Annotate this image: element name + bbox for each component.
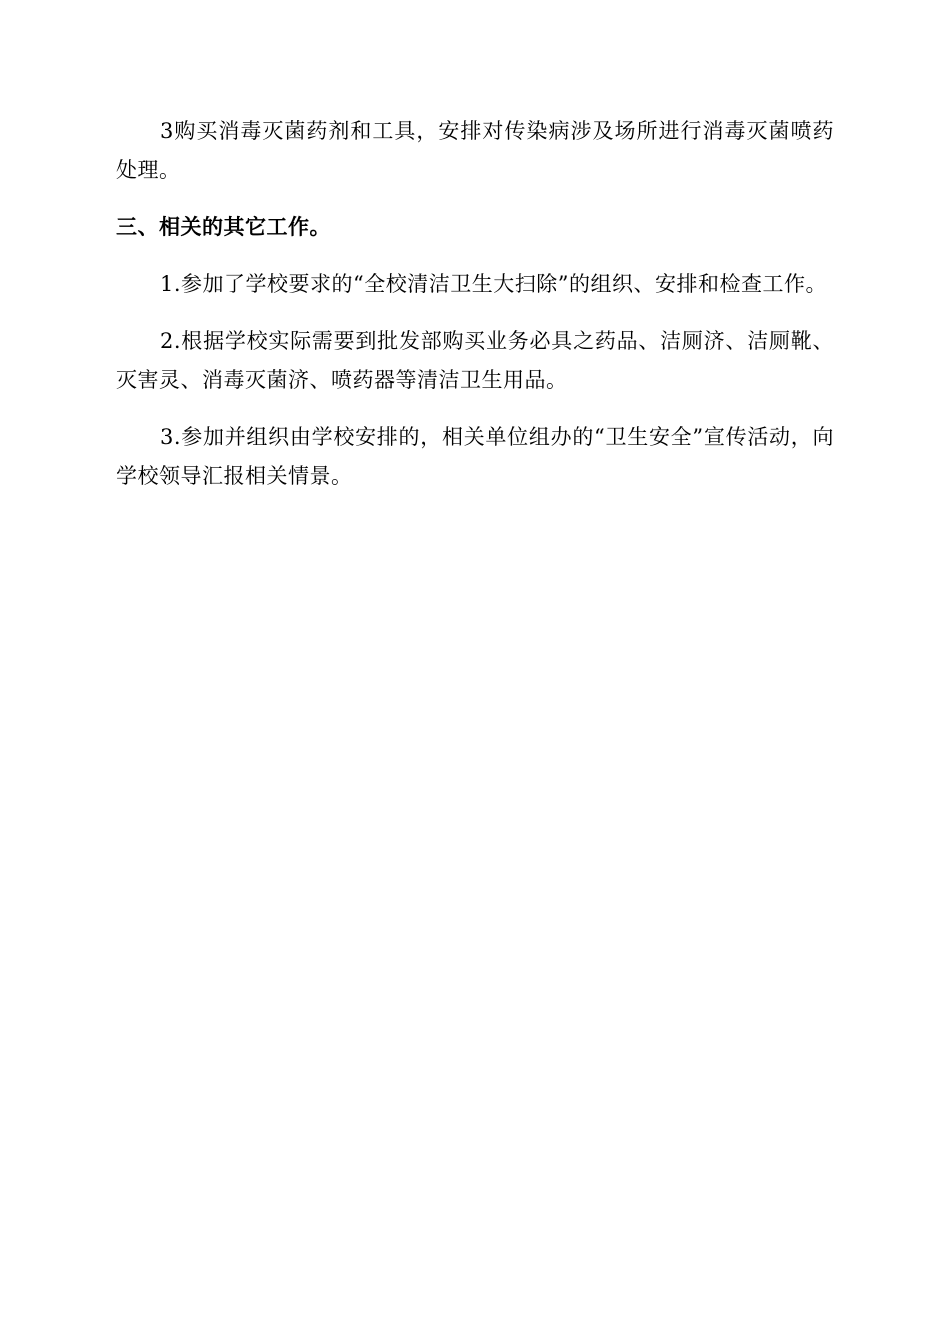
paragraph-supplies-purchase: 2.根据学校实际需要到批发部购买业务必具之药品、洁厕济、洁厕靴、灭害灵、消毒灭菌济、喷药器等清洁卫生用品。 (116, 329, 834, 392)
section-heading-other-work: 三、相关的其它工作。 (116, 215, 331, 239)
paragraph-cleaning-campaign: 1.参加了学校要求的“全校清洁卫生大扫除”的组织、安排和检查工作。 (160, 272, 828, 296)
paragraph-disinfection-purchase: 3购买消毒灭菌药剂和工具，安排对传染病涉及场所进行消毒灭菌喷药处理。 (116, 119, 834, 182)
document-body (116, 112, 834, 514)
paragraph-safety-publicity: 3.参加并组织由学校安排的，相关单位组办的“卫生安全”宣传活动，向学校领导汇报相关情景。 (116, 425, 834, 488)
